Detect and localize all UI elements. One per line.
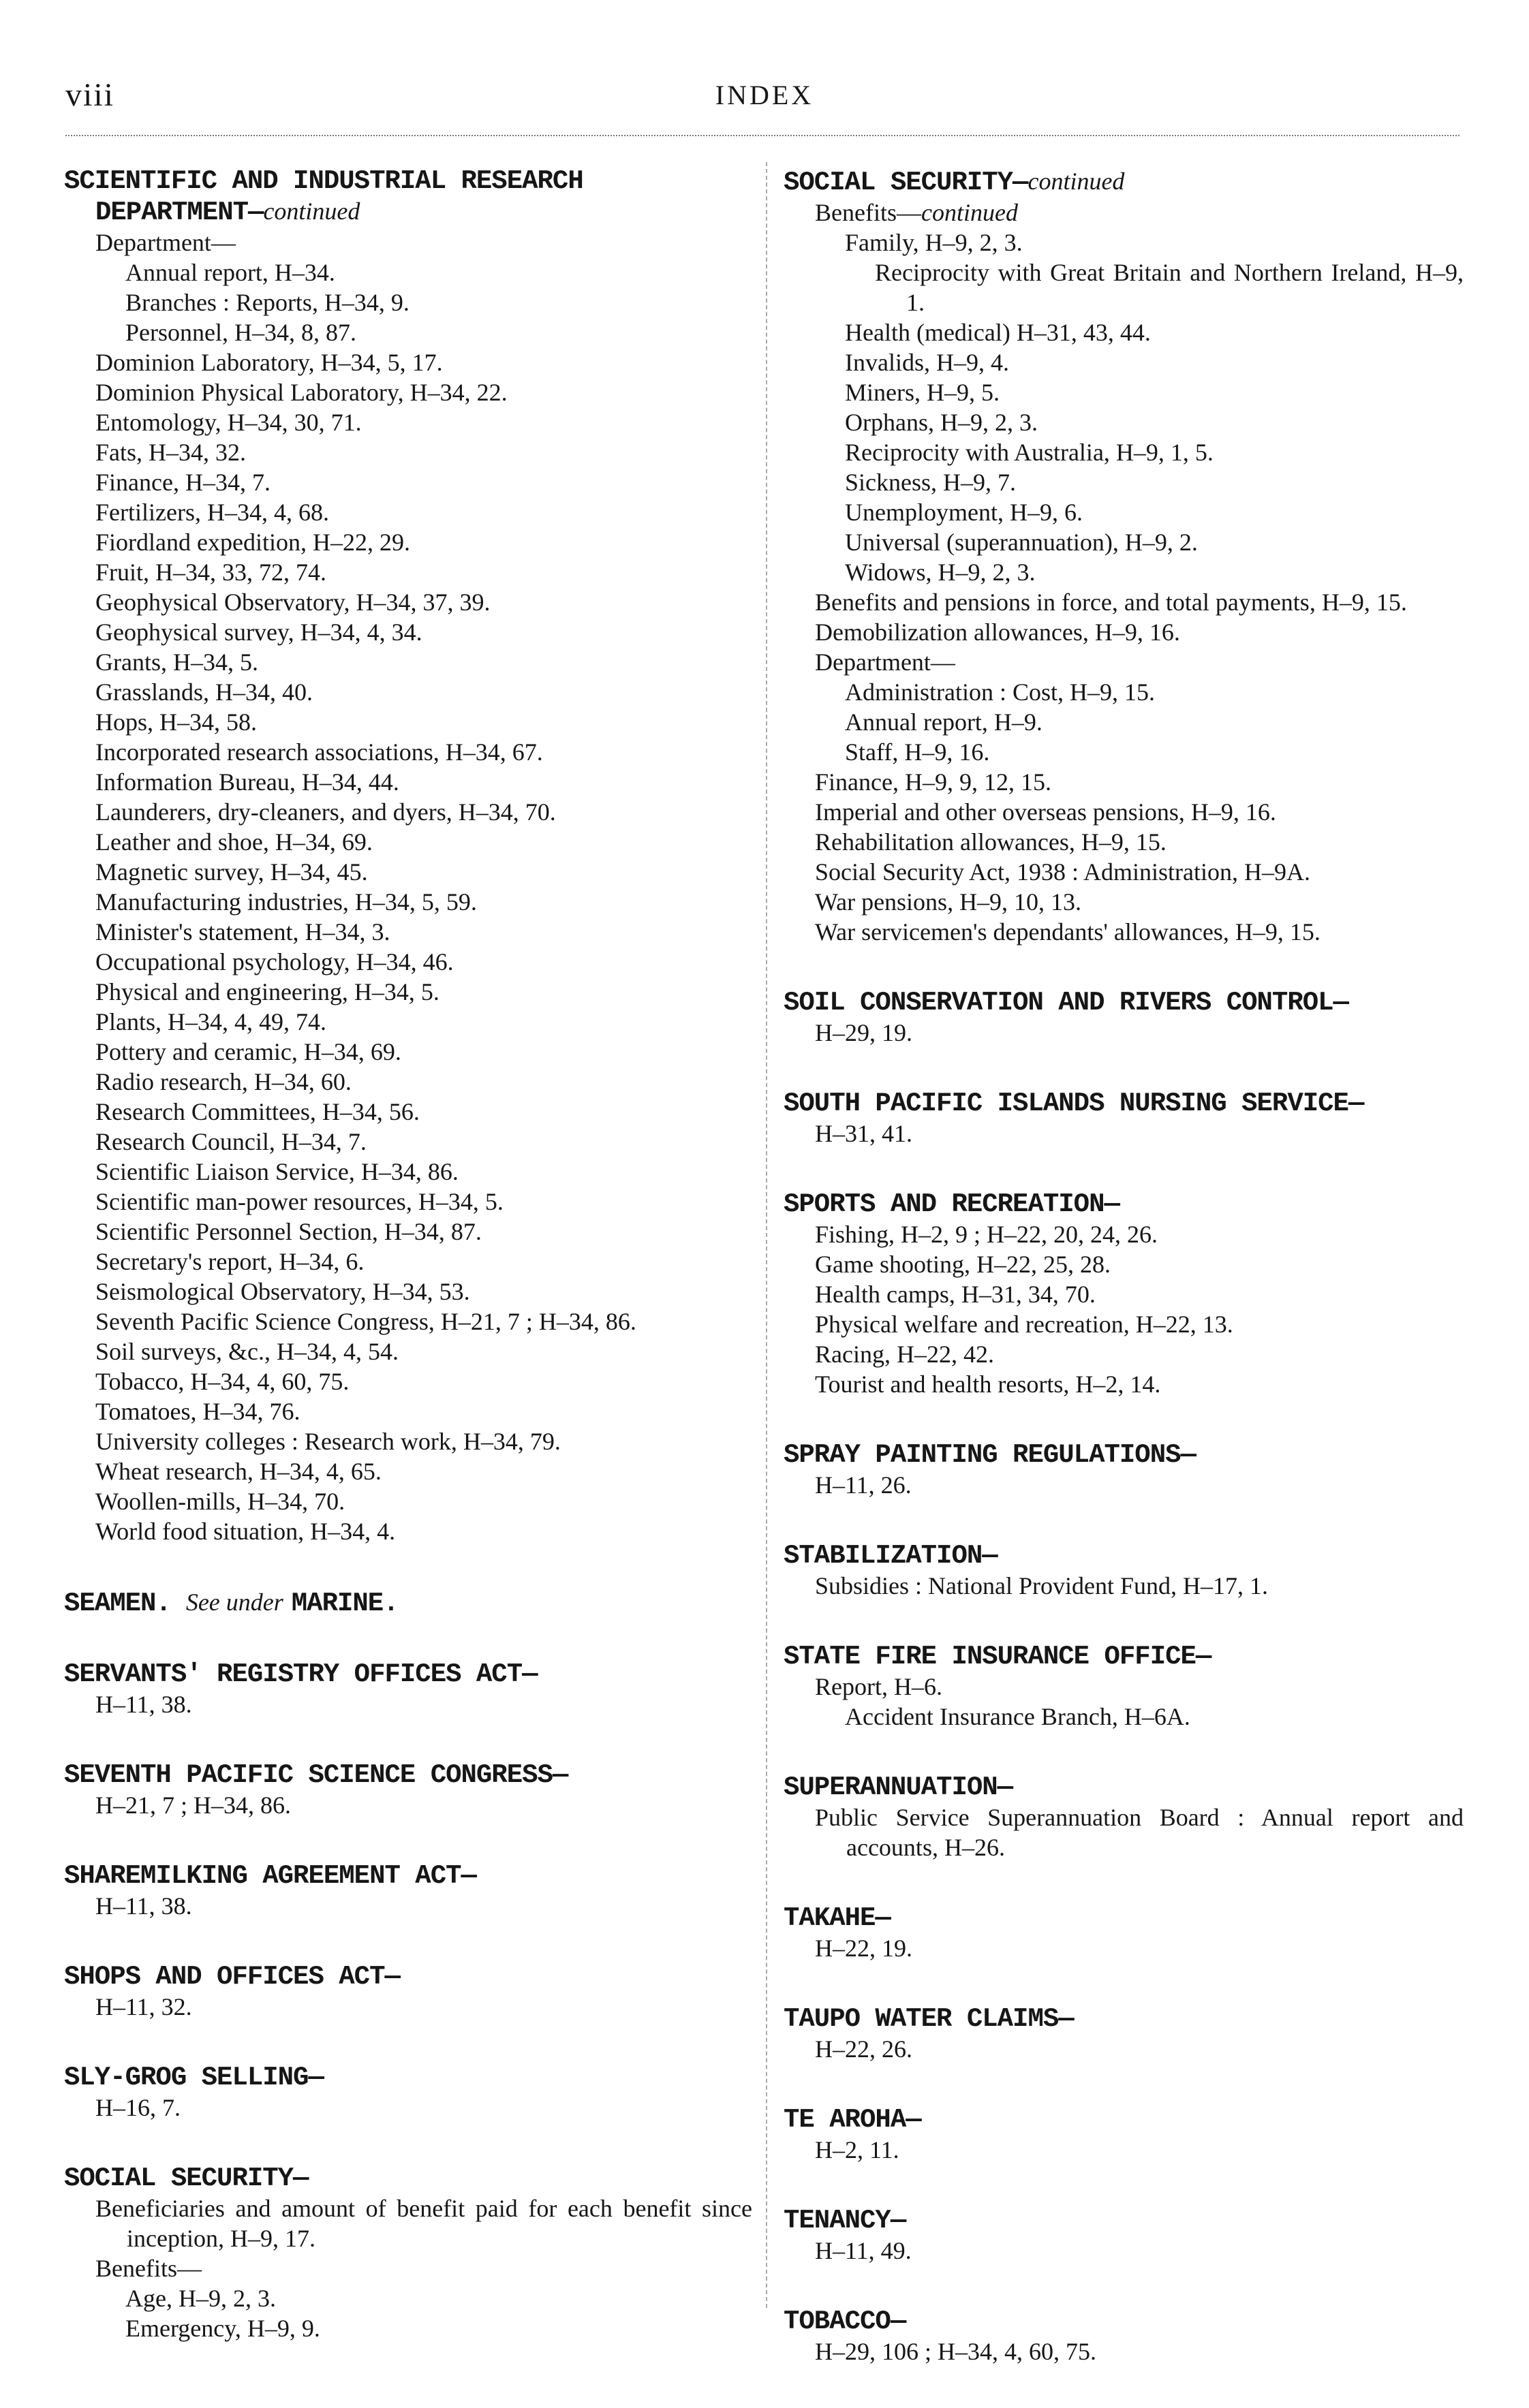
subentry: Accident Insurance Branch, H–6A. [845,1703,1190,1730]
index-entry-takahe [784,1903,1464,1963]
subentry: H–16, 7. [95,2094,181,2121]
continued-label: continued [1028,168,1125,195]
subentry: Fishing, H–2, 9 ; H–22, 20, 24, 26. [815,1221,1158,1248]
subentry: Subsidies : National Provident Fund, H–17, 1. [815,1572,1268,1599]
entry-heading: SEVENTH PACIFIC SCIENCE CONGRESS— [64,1760,568,1790]
entry-heading: SERVANTS' REGISTRY OFFICES ACT— [64,1659,538,1689]
subentry: Secretary's report, H–34, 6. [95,1248,365,1275]
index-entry-soil-conservation [784,988,1464,1048]
subentry: Fiordland expedition, H–22, 29. [95,529,410,556]
subentry: Public Service Superannuation Board : Annual report and accounts, H–26. [815,1804,1464,1861]
index-entry-superannuation [784,1772,1464,1862]
page-title: INDEX [715,80,814,110]
subentry: Department— [815,648,955,676]
subentry: Scientific man-power resources, H–34, 5. [95,1188,504,1215]
subentry: Racing, H–22, 42. [815,1341,994,1368]
subentry: Radio research, H–34, 60. [95,1068,352,1095]
subentry: Family, H–9, 2, 3. [845,229,1023,256]
subentry: Hops, H–34, 58. [95,708,258,736]
subentry: Social Security Act, 1938 : Administration, H–9A. [815,858,1310,886]
subentry: Widows, H–9, 2, 3. [845,559,1036,586]
subentry: Occupational psychology, H–34, 46. [95,948,454,975]
entry-heading: SPRAY PAINTING REGULATIONS— [784,1440,1196,1470]
subentry: Branches : Reports, H–34, 9. [125,289,410,316]
subentry: H–11, 49. [815,2237,912,2264]
heading-text: SOCIAL SECURITY— [784,168,1028,198]
subentry: Incorporated research associations, H–34, 67. [95,738,543,766]
page-number: viii [65,77,115,113]
subentry: H–11, 38. [95,1892,192,1920]
subentry: Pottery and ceramic, H–34, 69. [95,1038,401,1065]
subentry [784,198,1464,228]
index-entry-sports [784,1189,1464,1399]
subentry: Tourist and health resorts, H–2, 14. [815,1371,1161,1398]
subentry: Staff, H–9, 16. [845,738,990,766]
subentry: Annual report, H–9. [845,708,1042,736]
subentry: Seventh Pacific Science Congress, H–21, 7 ; H–34, 86. [95,1308,636,1335]
subentry: Health (medical) H–31, 43, 44. [845,319,1151,346]
subentry: War pensions, H–9, 10, 13. [815,888,1082,916]
index-entry-scientific [64,166,752,1546]
subentry: Report, H–6. [815,1673,942,1700]
subentry: Finance, H–34, 7. [95,469,271,496]
subentry: H–22, 19. [815,1935,912,1962]
subentry: Woollen-mills, H–34, 70. [95,1488,345,1515]
subentry: Magnetic survey, H–34, 45. [95,858,368,886]
subentry: Fats, H–34, 32. [95,439,247,466]
entry-heading: SPORTS AND RECREATION— [784,1189,1119,1219]
subentry: Administration : Cost, H–9, 15. [845,678,1156,706]
entry-heading: TENANCY— [784,2206,906,2236]
subentry: Scientific Personnel Section, H–34, 87. [95,1218,482,1245]
entry-heading-continued [64,196,752,228]
subentry: H–22, 26. [815,2035,912,2063]
see-under-label: See under [185,1589,283,1616]
index-entry-social-security-continued [784,166,1464,947]
index-entry-sly-grog [64,2063,752,2123]
subentry: War servicemen's dependants' allowances, H–9, 15. [815,918,1320,945]
subentry: Soil surveys, &c., H–34, 4, 54. [95,1338,399,1365]
entry-heading: SOIL CONSERVATION AND RIVERS CONTROL— [784,988,1348,1018]
cross-reference: MARINE. [291,1589,399,1619]
entry-heading: STATE FIRE INSURANCE OFFICE— [784,1642,1211,1672]
entry-heading: SLY-GROG SELLING— [64,2063,324,2093]
entry-heading [784,166,1464,198]
entry-heading: TAKAHE— [784,1903,891,1933]
entry-heading: SHAREMILKING AGREEMENT ACT— [64,1861,476,1891]
index-entry-state-fire [784,1642,1464,1732]
subentry: Sickness, H–9, 7. [845,469,1016,496]
subentry: Grasslands, H–34, 40. [95,678,313,706]
entry-heading: TAUPO WATER CLAIMS— [784,2004,1074,2034]
subentry: H–2, 11. [815,2136,899,2163]
subentry: H–29, 19. [815,1019,912,1046]
subentry: Information Bureau, H–34, 44. [95,768,399,796]
index-entry-social-security [64,2163,752,2343]
subentry: Department— [95,229,236,256]
subentry: Imperial and other overseas pensions, H–9, 16. [815,798,1276,826]
subentry: Seismological Observatory, H–34, 53. [95,1278,470,1305]
subentry: H–29, 106 ; H–34, 4, 60, 75. [815,2338,1096,2365]
subentry: Reciprocity with Australia, H–9, 1, 5. [845,439,1214,466]
subentry: Scientific Liaison Service, H–34, 86. [95,1158,459,1185]
entry-heading: TE AROHA— [784,2105,921,2135]
index-entry-servants [64,1659,752,1719]
subentry: Personnel, H–34, 8, 87. [125,319,356,346]
continued-label: continued [921,199,1018,226]
subentry: Benefits and pensions in force, and total payments, H–9, 15. [815,589,1407,616]
subentry: Geophysical survey, H–34, 4, 34. [95,619,422,646]
subentry: Fertilizers, H–34, 4, 68. [95,499,329,526]
subentry: Grants, H–34, 5. [95,648,258,676]
subentry: Wheat research, H–34, 4, 65. [95,1458,382,1485]
subentry: Research Committees, H–34, 56. [95,1098,420,1125]
subentry: Dominion Laboratory, H–34, 5, 17. [95,349,443,376]
subentry: Universal (superannuation), H–9, 2. [845,529,1198,556]
index-entry-south-pacific [784,1089,1464,1148]
index-entry-seamen [64,1587,752,1619]
column-divider [766,162,767,2308]
subentry: Dominion Physical Laboratory, H–34, 22. [95,379,508,406]
entry-heading [64,1587,752,1619]
subentry: H–11, 38. [95,1691,192,1718]
subentry: Tomatoes, H–34, 76. [95,1398,300,1425]
entry-heading: SOUTH PACIFIC ISLANDS NURSING SERVICE— [784,1089,1364,1119]
subentry: Manufacturing industries, H–34, 5, 59. [95,888,477,916]
subentry: Game shooting, H–22, 25, 28. [815,1251,1111,1278]
index-entry-seventh-congress [64,1760,752,1820]
index-entry-tenancy [784,2206,1464,2266]
heading-text: SEAMEN. [64,1589,171,1619]
entry-heading: TOBACCO— [784,2307,906,2336]
index-entry-shops [64,1962,752,2022]
subentry: H–11, 26. [815,1471,912,1499]
heading-text: DEPARTMENT— [95,198,264,228]
subentry: Finance, H–9, 9, 12, 15. [815,768,1051,796]
subentry: Invalids, H–9, 4. [845,349,1009,376]
subentry: Plants, H–34, 4, 49, 74. [95,1008,327,1035]
entry-heading: SCIENTIFIC AND INDUSTRIAL RESEARCH [64,166,583,196]
index-entry-stabilization [784,1541,1464,1601]
running-head [65,76,1464,117]
index-entry-spray-painting [784,1440,1464,1500]
right-column [784,166,1464,2366]
subentry: Research Council, H–34, 7. [95,1128,367,1155]
index-entry-taupo [784,2004,1464,2064]
subentry: Unemployment, H–9, 6. [845,499,1083,526]
subentry: Miners, H–9, 5. [845,379,1000,406]
index-entry-te-aroha [784,2105,1464,2165]
subentry: Minister's statement, H–34, 3. [95,918,390,945]
subentry: Age, H–9, 2, 3. [125,2285,276,2312]
header-rule [65,135,1460,136]
entry-heading: SOCIAL SECURITY— [64,2163,309,2193]
subentry: Geophysical Observatory, H–34, 37, 39. [95,589,491,616]
entry-heading: SHOPS AND OFFICES ACT— [64,1962,400,1992]
subentry: Reciprocity with Great Britain and Northern Ireland, H–9, 1. [875,259,1464,316]
subentry: H–11, 32. [95,1993,192,2020]
subentry: University colleges : Research work, H–34, 79. [95,1428,561,1455]
entry-heading: SUPERANNUATION— [784,1772,1013,1802]
continued-label: continued [263,198,360,225]
left-column [64,166,752,2343]
index-entry-sharemilking [64,1861,752,1921]
subentry: Physical welfare and recreation, H–22, 13. [815,1311,1233,1338]
subentry: Leather and shoe, H–34, 69. [95,828,373,856]
subentry: H–21, 7 ; H–34, 86. [95,1792,291,1819]
subentry: World food situation, H–34, 4. [95,1518,396,1545]
subentry: H–31, 41. [815,1120,912,1147]
subentry: Physical and engineering, H–34, 5. [95,978,439,1005]
subentry: Orphans, H–9, 2, 3. [845,409,1038,436]
subentry: Beneficiaries and amount of benefit paid for each benefit since inception, H–9, 17. [95,2195,752,2252]
subentry: Benefits— [95,2255,202,2282]
subentry: Annual report, H–34. [125,259,335,286]
index-entry-tobacco [784,2307,1464,2366]
subentry: Emergency, H–9, 9. [125,2315,320,2342]
subentry: Entomology, H–34, 30, 71. [95,409,362,436]
subentry: Tobacco, H–34, 4, 60, 75. [95,1368,350,1395]
entry-heading: STABILIZATION— [784,1541,998,1571]
subentry-text: Benefits— [815,199,921,226]
subentry: Health camps, H–31, 34, 70. [815,1281,1096,1308]
subentry: Launderers, dry-cleaners, and dyers, H–34, 70. [95,798,556,826]
subentry: Demobilization allowances, H–9, 16. [815,619,1180,646]
subentry: Rehabilitation allowances, H–9, 15. [815,828,1167,856]
subentry: Fruit, H–34, 33, 72, 74. [95,559,327,586]
